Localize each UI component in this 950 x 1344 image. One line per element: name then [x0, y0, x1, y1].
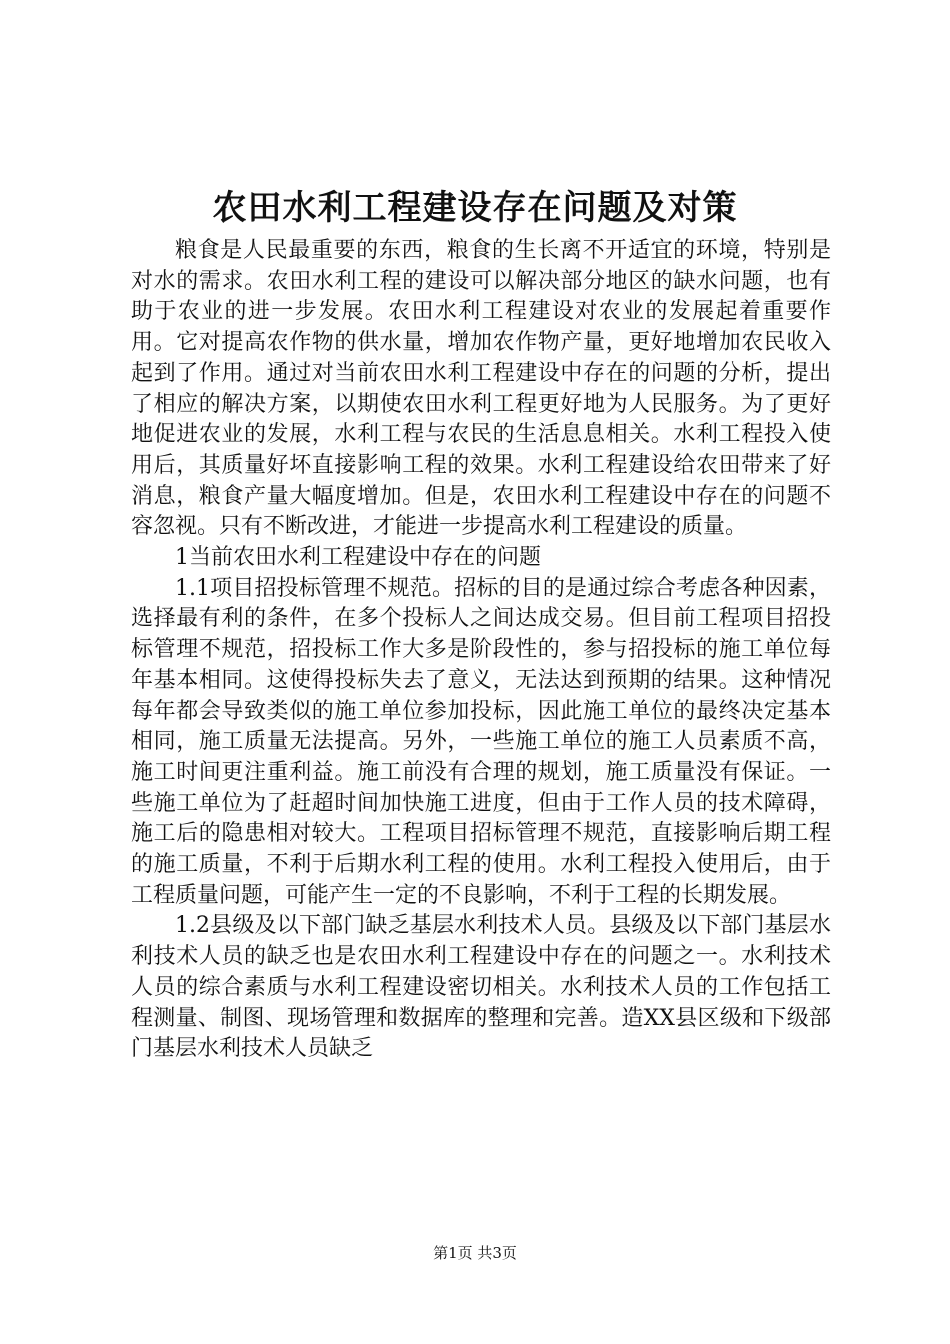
intro-paragraph: 粮食是人民最重要的东西，粮食的生长离不开适宜的环境，特别是对水的需求。农田水利工程的建设可以解决部分地区的缺水问题，也有助于农业的进一步发展。农田水利工程建设对农业的发展起着重要作用。它对提高农作物的供水量，增加农作物产量，更好地增加农民收入起到了作用。通过对当前农田水利工程建设中存在的问题的分析，提出了相应的解决方案，以期使农田水利工程更好地为人民服务。为了更好地促进农业的发展，水利工程与农民的生活息息相关。水利工程投入使用后，其质量好坏直接影响工程的效果。水利工程建设给农田带来了好消息，粮食产量大幅度增加。但是，农田水利工程建设中存在的问题不容忽视。只有不断改进，才能进一步提高水利工程建设的质量。: [131, 238, 831, 540]
page-number-footer: 第1页 共3页: [433, 1244, 517, 1262]
section-heading-1: 1当前农田水利工程建设中存在的问题: [175, 545, 541, 571]
document-body: [131, 236, 831, 1065]
subsection-paragraph-1-1: 1.1项目招投标管理不规范。招标的目的是通过综合考虑各种因素，选择最有利的条件，在多个投标人之间达成交易。但目前工程项目招投标管理不规范，招投标工作大多是阶段性的，参与招投标的施工单位每年基本相同。这使得投标失去了意义，无法达到预期的结果。这种情况每年都会导致类似的施工单位参加投标，因此施工单位的最终决定基本相同，施工质量无法提高。另外，一些施工单位的施工人员素质不高，施工时间更注重利益。施工前没有合理的规划，施工质量没有保证。一些施工单位为了赶超时间加快施工进度，但由于工作人员的技术障碍，施工后的隐患相对较大。工程项目招标管理不规范，直接影响后期工程的施工质量，不利于后期水利工程的使用。水利工程投入使用后，由于工程质量问题，可能产生一定的不良影响，不利于工程的长期发展。: [131, 575, 831, 908]
subsection-paragraph-1-2: 1.2县级及以下部门缺乏基层水利技术人员。县级及以下部门基层水利技术人员的缺乏也是农田水利工程建设中存在的问题之一。水利技术人员的综合素质与水利工程建设密切相关。水利技术人员的工作包括工程测量、制图、现场管理和数据库的整理和完善。造XX县区级和下级部门基层水利技术人员缺乏: [131, 913, 831, 1062]
document-title: 农田水利工程建设存在问题及对策: [212, 188, 738, 228]
